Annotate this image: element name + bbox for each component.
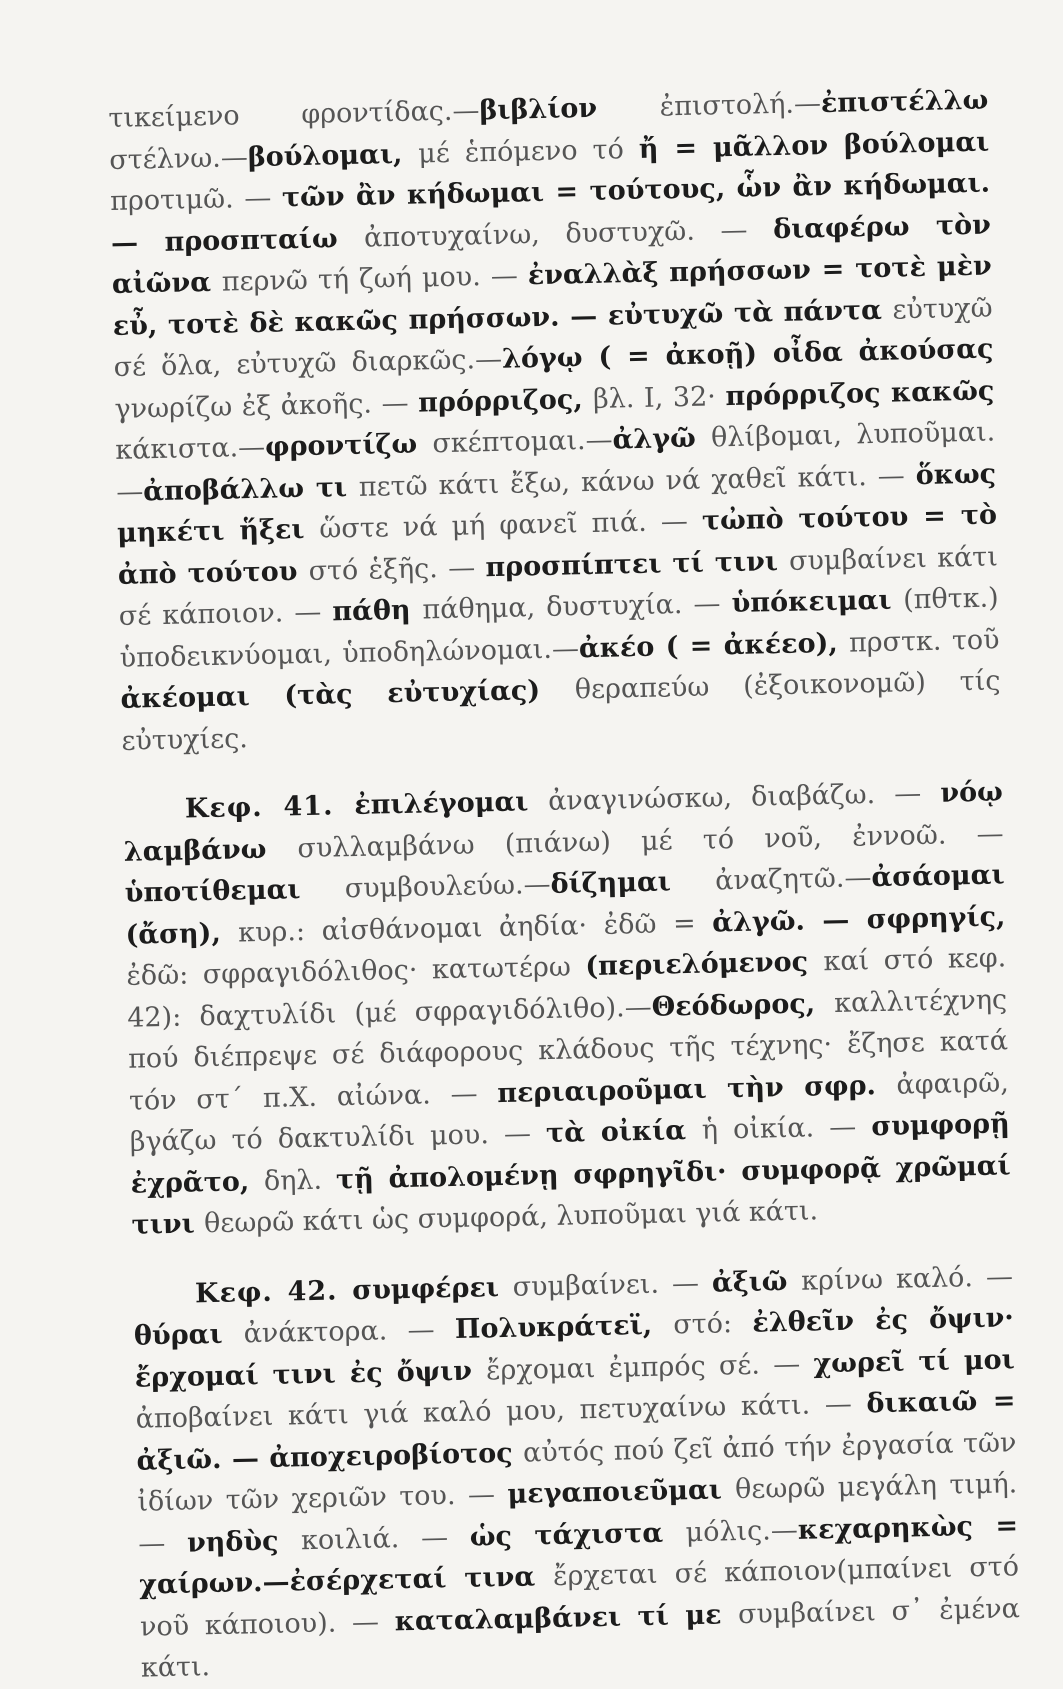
lemma-term: βιβλίον	[479, 91, 660, 127]
gloss-text: εὐτυχῶ σέ ὅλα, εὐτυχῶ διαρκῶς.—	[113, 292, 993, 383]
gloss-text: ἐπιστολή.—	[659, 88, 822, 123]
lemma-term: νόῳ λαμβάνω	[123, 776, 1004, 868]
lemma-term: ὅκως μηκέτι ἥξει	[116, 457, 997, 549]
gloss-text: ἀφαιρῶ, βγάζω τό δακτυλίδι μου. —	[129, 1066, 1010, 1158]
gloss-text: συμβαίνει κάτι σέ κάποιον. —	[118, 540, 999, 632]
gloss-text: μόλις.—	[685, 1514, 799, 1548]
lemma-term: ἀσάομαι (ἄση),	[125, 859, 1005, 951]
gloss-text: τικείμενο φροντίδας.—	[108, 95, 480, 134]
gloss-text: πρστκ. τοῦ	[848, 623, 1000, 659]
gloss-text: ἀναγινώσκω, διαβάζω. —	[547, 777, 941, 817]
lemma-term: τῶν ἂν κήδωμαι = τούτους, ὧν ἂν κήδωμαι. — προσπταίω	[110, 167, 991, 259]
lemma-term: ἐλθεῖν ἐς ὄψιν· ἔρχομαί τινι ἐς ὄψιν	[134, 1302, 1015, 1394]
gloss-text: στό:	[672, 1307, 753, 1341]
lemma-term: τὠπὸ τούτου = τὸ ἀπὸ τούτου	[117, 499, 998, 591]
gloss-text: θεωρῶ μεγάλη τιμή. —	[137, 1468, 1018, 1560]
lemma-term: προσπίπτει τί τινι	[485, 545, 790, 583]
lemma-term: πρόρριζος,	[417, 383, 594, 419]
gloss-text: ἀποβαίνει κάτι γιά καλό μου, πετυχαίνω κάτι. —	[135, 1388, 867, 1435]
gloss-text: κάκιστα.—	[115, 431, 266, 466]
lemma-term: πρόρριζος κακῶς	[725, 375, 995, 412]
gloss-text: κρίνω καλό. —	[800, 1260, 1014, 1297]
lemma-term: ὑπόκειμαι	[731, 584, 904, 620]
lemma-term: ἐναλλὰξ πρήσσων = τοτὲ μὲν εὖ, τοτὲ δὲ κακῶς πρήσσων. — εὐτυχῶ τὰ πάντα	[112, 250, 993, 342]
gloss-text: δηλ.	[263, 1163, 337, 1197]
lemma-term: διαφέρω τὸν αἰῶνα	[111, 209, 992, 300]
lemma-term: ἀκέο ( = ἀκέεο),	[578, 627, 850, 664]
gloss-text: συμβουλεύω.—	[344, 868, 551, 905]
lemma-term: τῇ ἀπολομένῃ σφρηγῖδι· συμφορᾷ χρῶμαί τινι	[131, 1149, 1011, 1241]
paragraph-ch42-glosses	[133, 1256, 1021, 1689]
lemma-term: συμφορῇ ἐχρᾶτο,	[130, 1108, 1011, 1200]
lemma-term: δικαιῶ = ἀξιῶ. — ἀποχειροβίοτος	[136, 1385, 1016, 1477]
gloss-text: σκέπτομαι.—	[432, 424, 613, 460]
gloss-text: κοιλιά. —	[300, 1521, 471, 1556]
gloss-text: (πθτκ.) ὑποδεικνύομαι, ὑποδηλώνομαι.—	[119, 582, 999, 674]
lemma-term: ἀξιῶ	[711, 1265, 802, 1299]
gloss-text: αὐτός πού ζεῖ ἀπό τήν ἐργασία τῶν ἰδίων τῶν χεριῶν του. —	[137, 1426, 1017, 1518]
gloss-text: πάθημα, δυστυχία. —	[422, 588, 732, 626]
lemma-term: ἀποβάλλω τι	[142, 471, 360, 507]
gloss-text: γνωρίζω ἐξ ἀκοῆς. —	[114, 387, 419, 425]
gloss-text: συλλαμβάνω (πιάνω) μέ τό νοῦ, ἐννοῶ. —	[297, 817, 1004, 864]
lemma-term: ἤ = μᾶλλον βούλομαι	[638, 126, 990, 165]
lemma-term: μεγαποιεῦμαι	[507, 1474, 736, 1510]
paragraph-ch40-glosses	[108, 80, 1002, 762]
lemma-term: λόγῳ ( = ἀκοῇ) οἶδα ἀκούσας	[501, 333, 994, 375]
lemma-term: (περιελόμενος	[585, 946, 824, 983]
lemma-term: χωρεῖ τί μοι	[813, 1343, 1015, 1379]
gloss-text: θλίβομαι, λυποῦμαι.—	[115, 416, 996, 508]
lemma-term: ὡς τάχιστα	[469, 1516, 686, 1553]
lemma-term: κεχαρηκὼς = χαίρων.—ἐσέρχεταί τινα	[138, 1509, 1019, 1601]
gloss-text: βλ. I, 32·	[592, 380, 726, 415]
gloss-text: ὥστε νά μή φανεῖ πιά. —	[319, 505, 703, 545]
gloss-text: ἐδῶ: σφραγιδόλιθος· κατωτέρω	[126, 951, 586, 992]
lemma-term: ὑποτίθεμαι	[124, 873, 346, 909]
gloss-text: μέ ἑπόμενο τό	[417, 133, 640, 170]
lemma-term: ἀλγῶ	[612, 422, 712, 456]
lemma-term: βούλομαι,	[247, 138, 419, 173]
lemma-term: καταλαμβάνει τί με	[394, 1598, 739, 1637]
lemma-term: πάθη	[332, 594, 423, 628]
gloss-text: ἀποτυχαίνω, δυστυχῶ. —	[363, 213, 774, 254]
gloss-text: καλλιτέχνης πού διέπρεψε σέ διάφορους κλάδους τῆς τέχνης· ἔζησε κατά τόν στ΄ π.Χ. αἰώνα. —	[127, 983, 1009, 1117]
lemma-term: ἀλγῶ. — σφρηγίς,	[711, 900, 1006, 939]
lemma-term: Πολυκράτεϊ,	[454, 1309, 674, 1346]
gloss-text: ἔρχομαι ἐμπρός σέ. —	[485, 1348, 814, 1386]
gloss-text: ἀναζητῶ.—	[714, 862, 872, 897]
chapter-heading: Κεφ. 42.	[194, 1274, 353, 1309]
lemma-term: θύραι	[133, 1318, 244, 1352]
gloss-text: θεραπεύω (ἐξοικονομῶ) τίς εὐτυχίες.	[121, 665, 1001, 757]
gloss-text: προτιμῶ. —	[109, 182, 283, 217]
paragraph-ch41-glosses	[122, 771, 1011, 1246]
gloss-text: στό ἑξῆς. —	[308, 551, 486, 587]
lemma-term: περιαιροῦμαι τὴν σφρ.	[496, 1069, 897, 1109]
gloss-text: καί στό κεφ. 42): δαχτυλίδι (μέ σφραγιδόλιθο).—	[126, 942, 1007, 1034]
lemma-term: δίζημαι	[550, 865, 716, 900]
gloss-text: συμβαίνει σ᾽ ἐμένα κάτι.	[140, 1592, 1021, 1684]
lemma-term: Θεόδωρος,	[651, 987, 835, 1023]
chapter-heading: Κεφ. 41.	[184, 790, 355, 825]
gloss-text: κυρ.: αἰσθάνομαι ἀηδία· ἐδῶ =	[237, 907, 713, 948]
gloss-text: πετῶ κάτι ἔξω, κάνω νά χαθεῖ κάτι. —	[358, 459, 916, 503]
lemma-term: ἐπιστέλλω	[820, 84, 989, 120]
gloss-text: ἀνάκτορα. —	[243, 1314, 456, 1350]
gloss-text: θεωρῶ κάτι ὡς συμφορά, λυποῦμαι γιά κάτι.	[203, 1195, 819, 1240]
lemma-term: φροντίζω	[264, 428, 433, 463]
gloss-text: ἡ οἰκία. —	[701, 1111, 872, 1146]
gloss-text: ἔρχεται σέ κάποιον(μπαίνει στό νοῦ κάποιου). —	[139, 1551, 1020, 1643]
gloss-text: περνῶ τή ζωή μου. —	[221, 260, 529, 298]
lemma-term: ἀκέομαι (τὰς εὐτυχίας)	[120, 674, 576, 715]
gloss-text: συμβαίνει. —	[512, 1267, 713, 1303]
book-page	[108, 80, 1021, 1689]
lemma-term: ἐπιλέγομαι	[353, 785, 549, 821]
lemma-term: τὰ οἰκία	[545, 1114, 703, 1150]
gloss-text: στέλνω.—	[108, 141, 249, 176]
lemma-term: νηδὺς	[186, 1524, 302, 1559]
lemma-term: συμφέρει	[351, 1271, 513, 1306]
